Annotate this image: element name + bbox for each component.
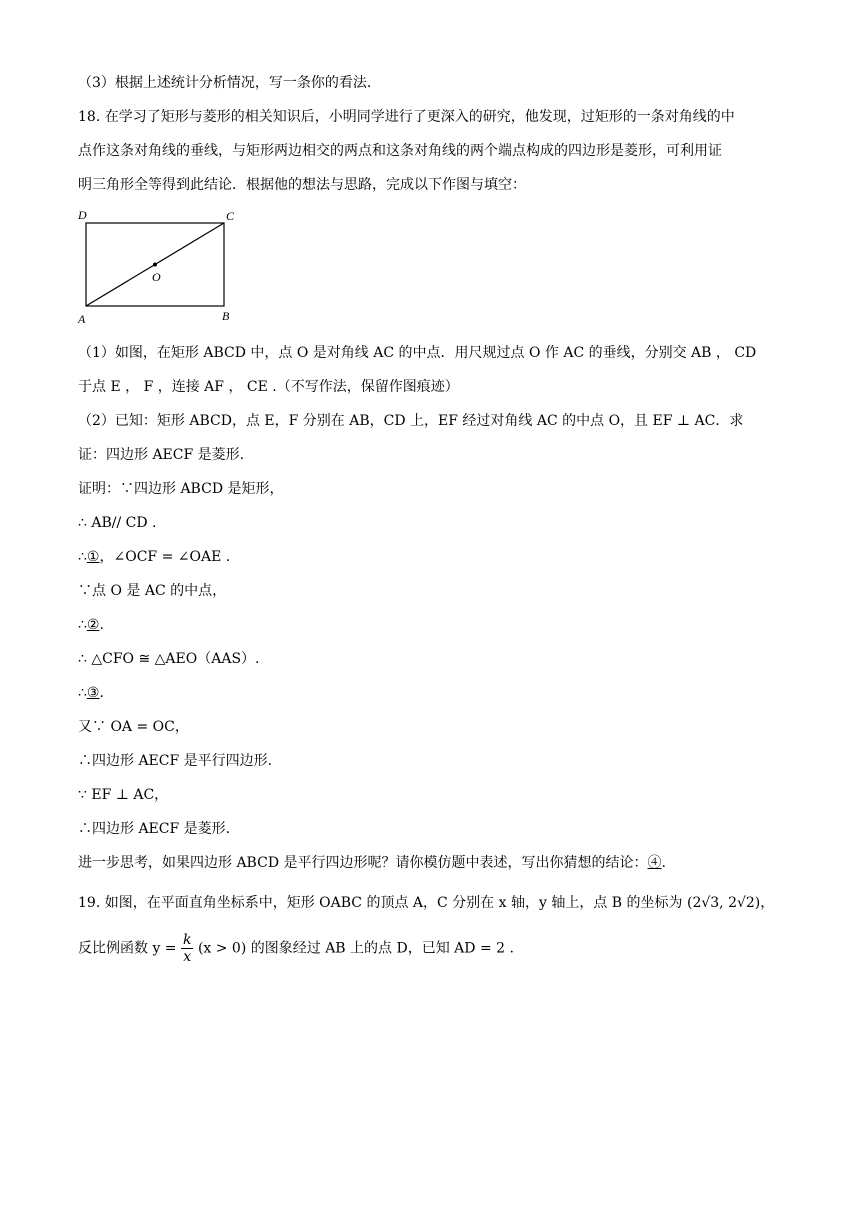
fraction-k-over-x [181, 932, 193, 965]
q18-part1-line1: （1）如图，在矩形 ABCD 中，点 O 是对角线 AC 的中点．用尺规过点 O 作 AC 的垂线，分别交 AB ， CD [78, 345, 757, 361]
proof-line9: ∴四边形 AECF 是平行四边形. [78, 753, 273, 769]
label-c: C [226, 209, 235, 223]
blank-3: ③ [86, 685, 100, 701]
label-o: O [152, 270, 161, 284]
q18-part1-line2: 于点 E ， F ，连接 AF ， CE .（不写作法，保留作图痕迹） [78, 379, 459, 395]
q19-line2-rest: (x > 0) 的图象经过 AB 上的点 D，已知 AD = 2 . [197, 940, 514, 957]
further-thinking-end: . [661, 855, 666, 871]
q19-line2 [78, 932, 790, 965]
further-thinking-text: 进一步思考，如果四边形 ABCD 是平行四边形呢？请你模仿题中表述，写出你猜想的结论： [78, 855, 648, 871]
q18-text-line3: 明三角形全等得到此结论．根据他的想法与思路，完成以下作图与填空： [78, 177, 526, 193]
fraction-denominator: x [183, 949, 192, 965]
blank-4: ④ [647, 855, 662, 871]
proof-line7 [78, 682, 790, 704]
proof-line1: 证明：∵四边形 ABCD 是矩形， [78, 481, 284, 497]
proof-line2: ∴ AB// CD . [78, 515, 157, 531]
proof-line4: ∵点 O 是 AC 的中点， [78, 583, 227, 599]
q17-part3-text: （3）根据上述统计分析情况，写一条你的看法. [78, 75, 372, 91]
q18-text-line2: 点作这条对角线的垂线，与矩形两边相交的两点和这条对角线的两个端点构成的四边形是菱形，可利用证 [78, 143, 722, 159]
proof-line3 [78, 546, 790, 568]
therefore-symbol: ∴ [78, 685, 87, 701]
q18-part2-line2: 证：四边形 AECF 是菱形. [78, 447, 245, 463]
proof-line11: ∴四边形 AECF 是菱形. [78, 821, 231, 837]
further-thinking-line [78, 852, 790, 874]
blank-1: ① [86, 549, 100, 565]
q19-line2-start: 反比例函数 y = [78, 940, 177, 957]
proof-line5-rest: . [99, 617, 104, 633]
rectangle-figure [76, 205, 246, 327]
q19-line1: 19. 如图，在平面直角坐标系中，矩形 OABC 的顶点 A，C 分别在 x 轴，y 轴上，点 B 的坐标为 (2√3, 2√2)， [78, 895, 775, 911]
point-o [153, 263, 157, 267]
label-b: B [222, 309, 230, 323]
proof-line6: ∴ △CFO ≅ △AEO（AAS）. [78, 651, 260, 667]
proof-line10: ∵ EF ⊥ AC， [78, 787, 169, 803]
therefore-symbol: ∴ [78, 549, 87, 565]
proof-line8: 又∵ OA = OC， [78, 719, 189, 735]
proof-line7-rest: . [99, 685, 104, 701]
therefore-symbol: ∴ [78, 617, 87, 633]
label-d: D [78, 208, 87, 222]
proof-line5 [78, 614, 790, 636]
label-a: A [78, 312, 86, 326]
fraction-numerator: k [183, 932, 192, 948]
blank-2: ② [86, 617, 100, 633]
proof-line3-rest: ，∠OCF = ∠OAE . [99, 549, 231, 565]
q18-text-line1: 18. 在学习了矩形与菱形的相关知识后，小明同学进行了更深入的研究，他发现，过矩形的一条对角线的中 [78, 109, 735, 125]
q18-part2-line1: （2）已知：矩形 ABCD，点 E，F 分别在 AB，CD 上，EF 经过对角线 AC 的中点 O，且 EF ⊥ AC．求 [78, 413, 744, 429]
